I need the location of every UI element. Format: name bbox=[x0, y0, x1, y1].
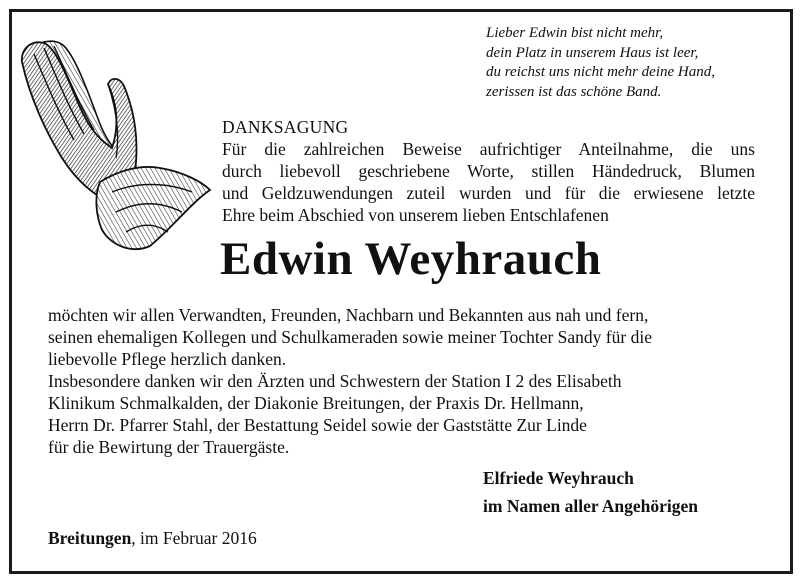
body-line: seinen ehemaligen Kollegen und Schulkameraden sowie meiner Tochter Sandy für die bbox=[48, 327, 652, 347]
poem-line: zerissen ist das schöne Band. bbox=[486, 83, 662, 100]
body-line: möchten wir allen Verwandten, Freunden, Nachbarn und Bekannten aus nah und fern, bbox=[48, 305, 649, 325]
place-date bbox=[48, 528, 257, 549]
signature-name: Elfriede Weyhrauch bbox=[483, 468, 634, 488]
poem-line: dein Platz in unserem Haus ist leer, bbox=[486, 44, 699, 61]
intro-line: Für die zahlreichen Beweise aufrichtiger Anteilnahme, die uns bbox=[222, 139, 755, 159]
intro-paragraph bbox=[222, 138, 755, 226]
poem-line: Lieber Edwin bist nicht mehr, bbox=[486, 25, 664, 41]
intro-line: Ehre beim Abschied von unserem lieben Entschlafenen bbox=[222, 205, 609, 225]
body-line: Insbesondere danken wir den Ärzten und Schwestern der Station I 2 des Elisabeth bbox=[48, 371, 622, 391]
signature-family: im Namen aller Angehörigen bbox=[483, 496, 699, 516]
place-name: Breitungen bbox=[48, 528, 132, 548]
memorial-poem bbox=[486, 24, 786, 102]
body-line: Klinikum Schmalkalden, der Diakonie Breitungen, der Praxis Dr. Hellmann, bbox=[48, 393, 584, 413]
body-line: Herrn Dr. Pfarrer Stahl, der Bestattung Seidel sowie der Gaststätte Zur Linde bbox=[48, 415, 587, 435]
body-line: liebevolle Pflege herzlich danken. bbox=[48, 349, 287, 369]
date-text: , im Februar 2016 bbox=[131, 528, 257, 548]
intro-line: durch liebevoll geschriebene Worte, stillen Händedruck, Blumen bbox=[222, 161, 755, 181]
praying-hands-icon bbox=[16, 32, 216, 260]
thanks-paragraph bbox=[48, 304, 738, 458]
poem-line: du reichst uns nicht mehr deine Hand, bbox=[486, 64, 715, 80]
deceased-name: Edwin Weyhrauch bbox=[220, 233, 602, 285]
body-line: für die Bewirtung der Trauergäste. bbox=[48, 437, 290, 457]
notice-heading: DANKSAGUNG bbox=[222, 117, 349, 137]
intro-line: und Geldzuwendungen zuteil wurden und für die erwiesene letzte bbox=[222, 183, 755, 203]
signature-block bbox=[483, 464, 698, 520]
